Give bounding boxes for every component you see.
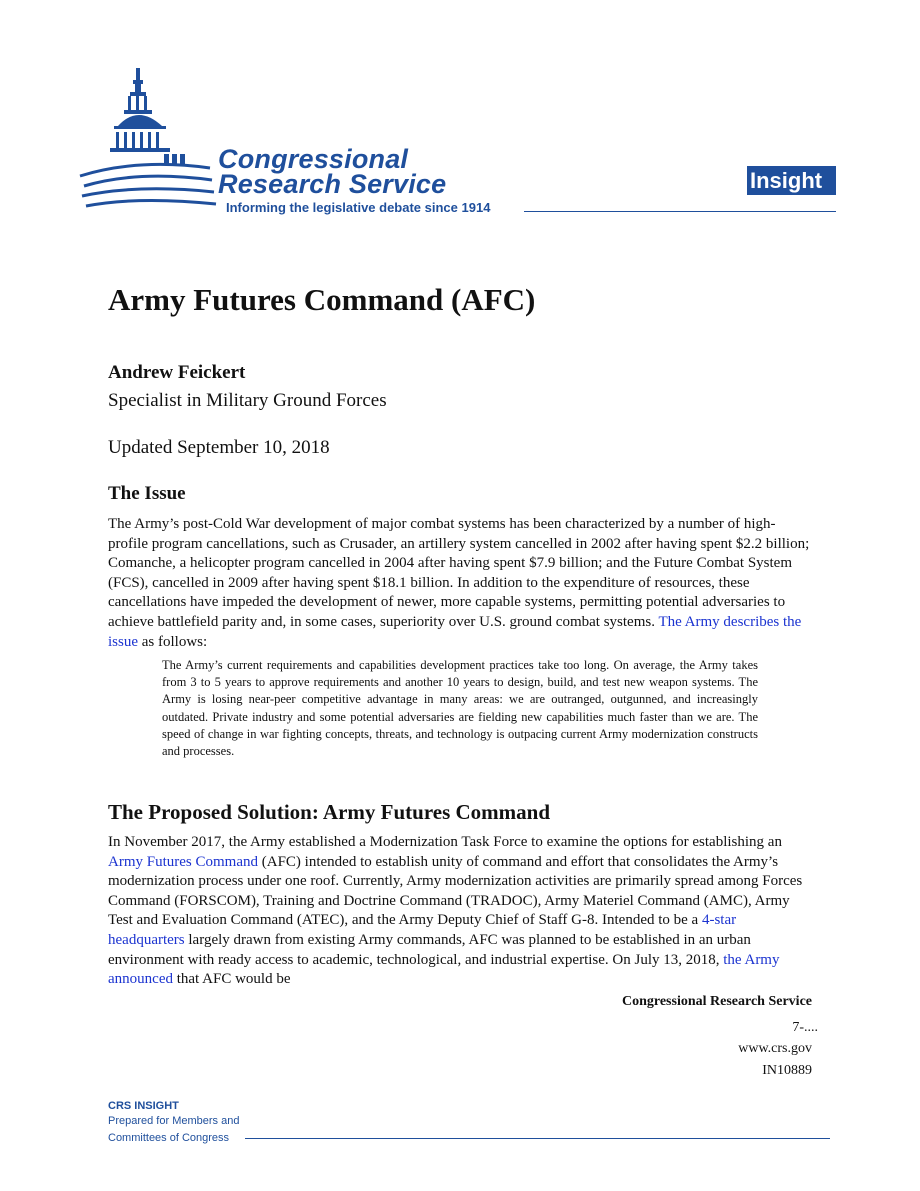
header-rule [524, 211, 836, 212]
army-announced-link[interactable]: the Army announced [108, 951, 780, 988]
meta-url[interactable]: www.crs.gov [738, 1041, 812, 1056]
tagline: Informing the legislative debate since 1914 [226, 200, 491, 215]
solution-paragraph [108, 833, 812, 990]
meta-org: Congressional Research Service [621, 994, 812, 1009]
footer-label-crs-insight: CRS INSIGHT [108, 1100, 179, 1112]
report-title: Army Futures Command (AFC) [108, 282, 536, 317]
updated-date: Updated September 10, 2018 [108, 437, 330, 458]
issue-paragraph [108, 515, 812, 652]
meta-page-code: 7-.... [792, 1020, 818, 1035]
meta-report-id: IN10889 [762, 1063, 812, 1078]
insight-badge: Insight [747, 166, 836, 195]
army-quote: The Army’s current requirements and capabilities development practices take too long. On average, the Army takes from 3 to 5 years to approve requirements and another 10 years to design, build, and test new weapon systems. The Army is losing near-peer competitive advantage in many areas: we are outranged, outgunned, and increasingly outdated. Private industry and some potential adversaries are fielding new capabilities much faster than we are. The speed of change in war fighting concepts, threats, and technology is outpacing current Army modernization constructs and processes. [162, 658, 758, 759]
army-describes-issue-link[interactable]: The Army describes the issue [108, 613, 802, 650]
solution-text-2: (AFC) intended to establish unity of command and effort that consolidates the Army’s modernization process under one roof. Currently, Army modernization activities are primarily spread among Forces Command (FORSCOM), Training and Doctrine Command (TRADOC), Army Materiel Command (AMC), Army Test and Evaluation Command (ATEC), and the Army Deputy Chief of Staff G-8. Intended to be a [108, 853, 803, 929]
solution-text-3: largely drawn from existing Army commands, AFC was planned to be established in an urban environment with ready access to academic, technological, and industrial expertise. On July 13, 2018, [108, 931, 751, 968]
footer-label-prepared: Prepared for Members and [108, 1115, 240, 1127]
org-name-line2: Research Service [218, 169, 447, 199]
author-name: Andrew Feickert [108, 362, 246, 383]
issue-text-end: as follows: [138, 633, 208, 650]
issue-text: The Army’s post-Cold War development of major combat systems has been characterized by a number of high-profile program cancellations, such as Crusader, an artillery system cancelled in 2002 after having spent $2.2 billion; Comanche, a helicopter program cancelled in 2004 after having spent $7.9 billion; and the Future Combat System (FCS), cancelled in 2009 after having spent $18.1 billion. In addition to the expenditure of resources, these cancellations have impeded the development of newer, more capable systems, permitting potential adversaries to achieve battlefield parity and, in some cases, superiority over U.S. ground combat systems. [108, 516, 810, 630]
section-heading-solution: The Proposed Solution: Army Futures Command [108, 800, 551, 824]
author-role: Specialist in Military Ground Forces [108, 390, 387, 411]
capitol-dome-logo [78, 66, 218, 216]
solution-text-1: In November 2017, the Army established a Modernization Task Force to examine the options for establishing an [108, 834, 782, 850]
footer-label-committees: Committees of Congress [108, 1132, 230, 1144]
footer-rule [245, 1138, 830, 1139]
solution-text-4: that AFC would be [172, 971, 291, 988]
section-heading-issue: The Issue [108, 483, 186, 504]
four-star-headquarters-link[interactable]: 4-star headquarters [108, 912, 737, 948]
army-futures-command-link[interactable]: Army Futures Command [108, 853, 258, 870]
org-name-line1: Congressional [218, 144, 409, 174]
